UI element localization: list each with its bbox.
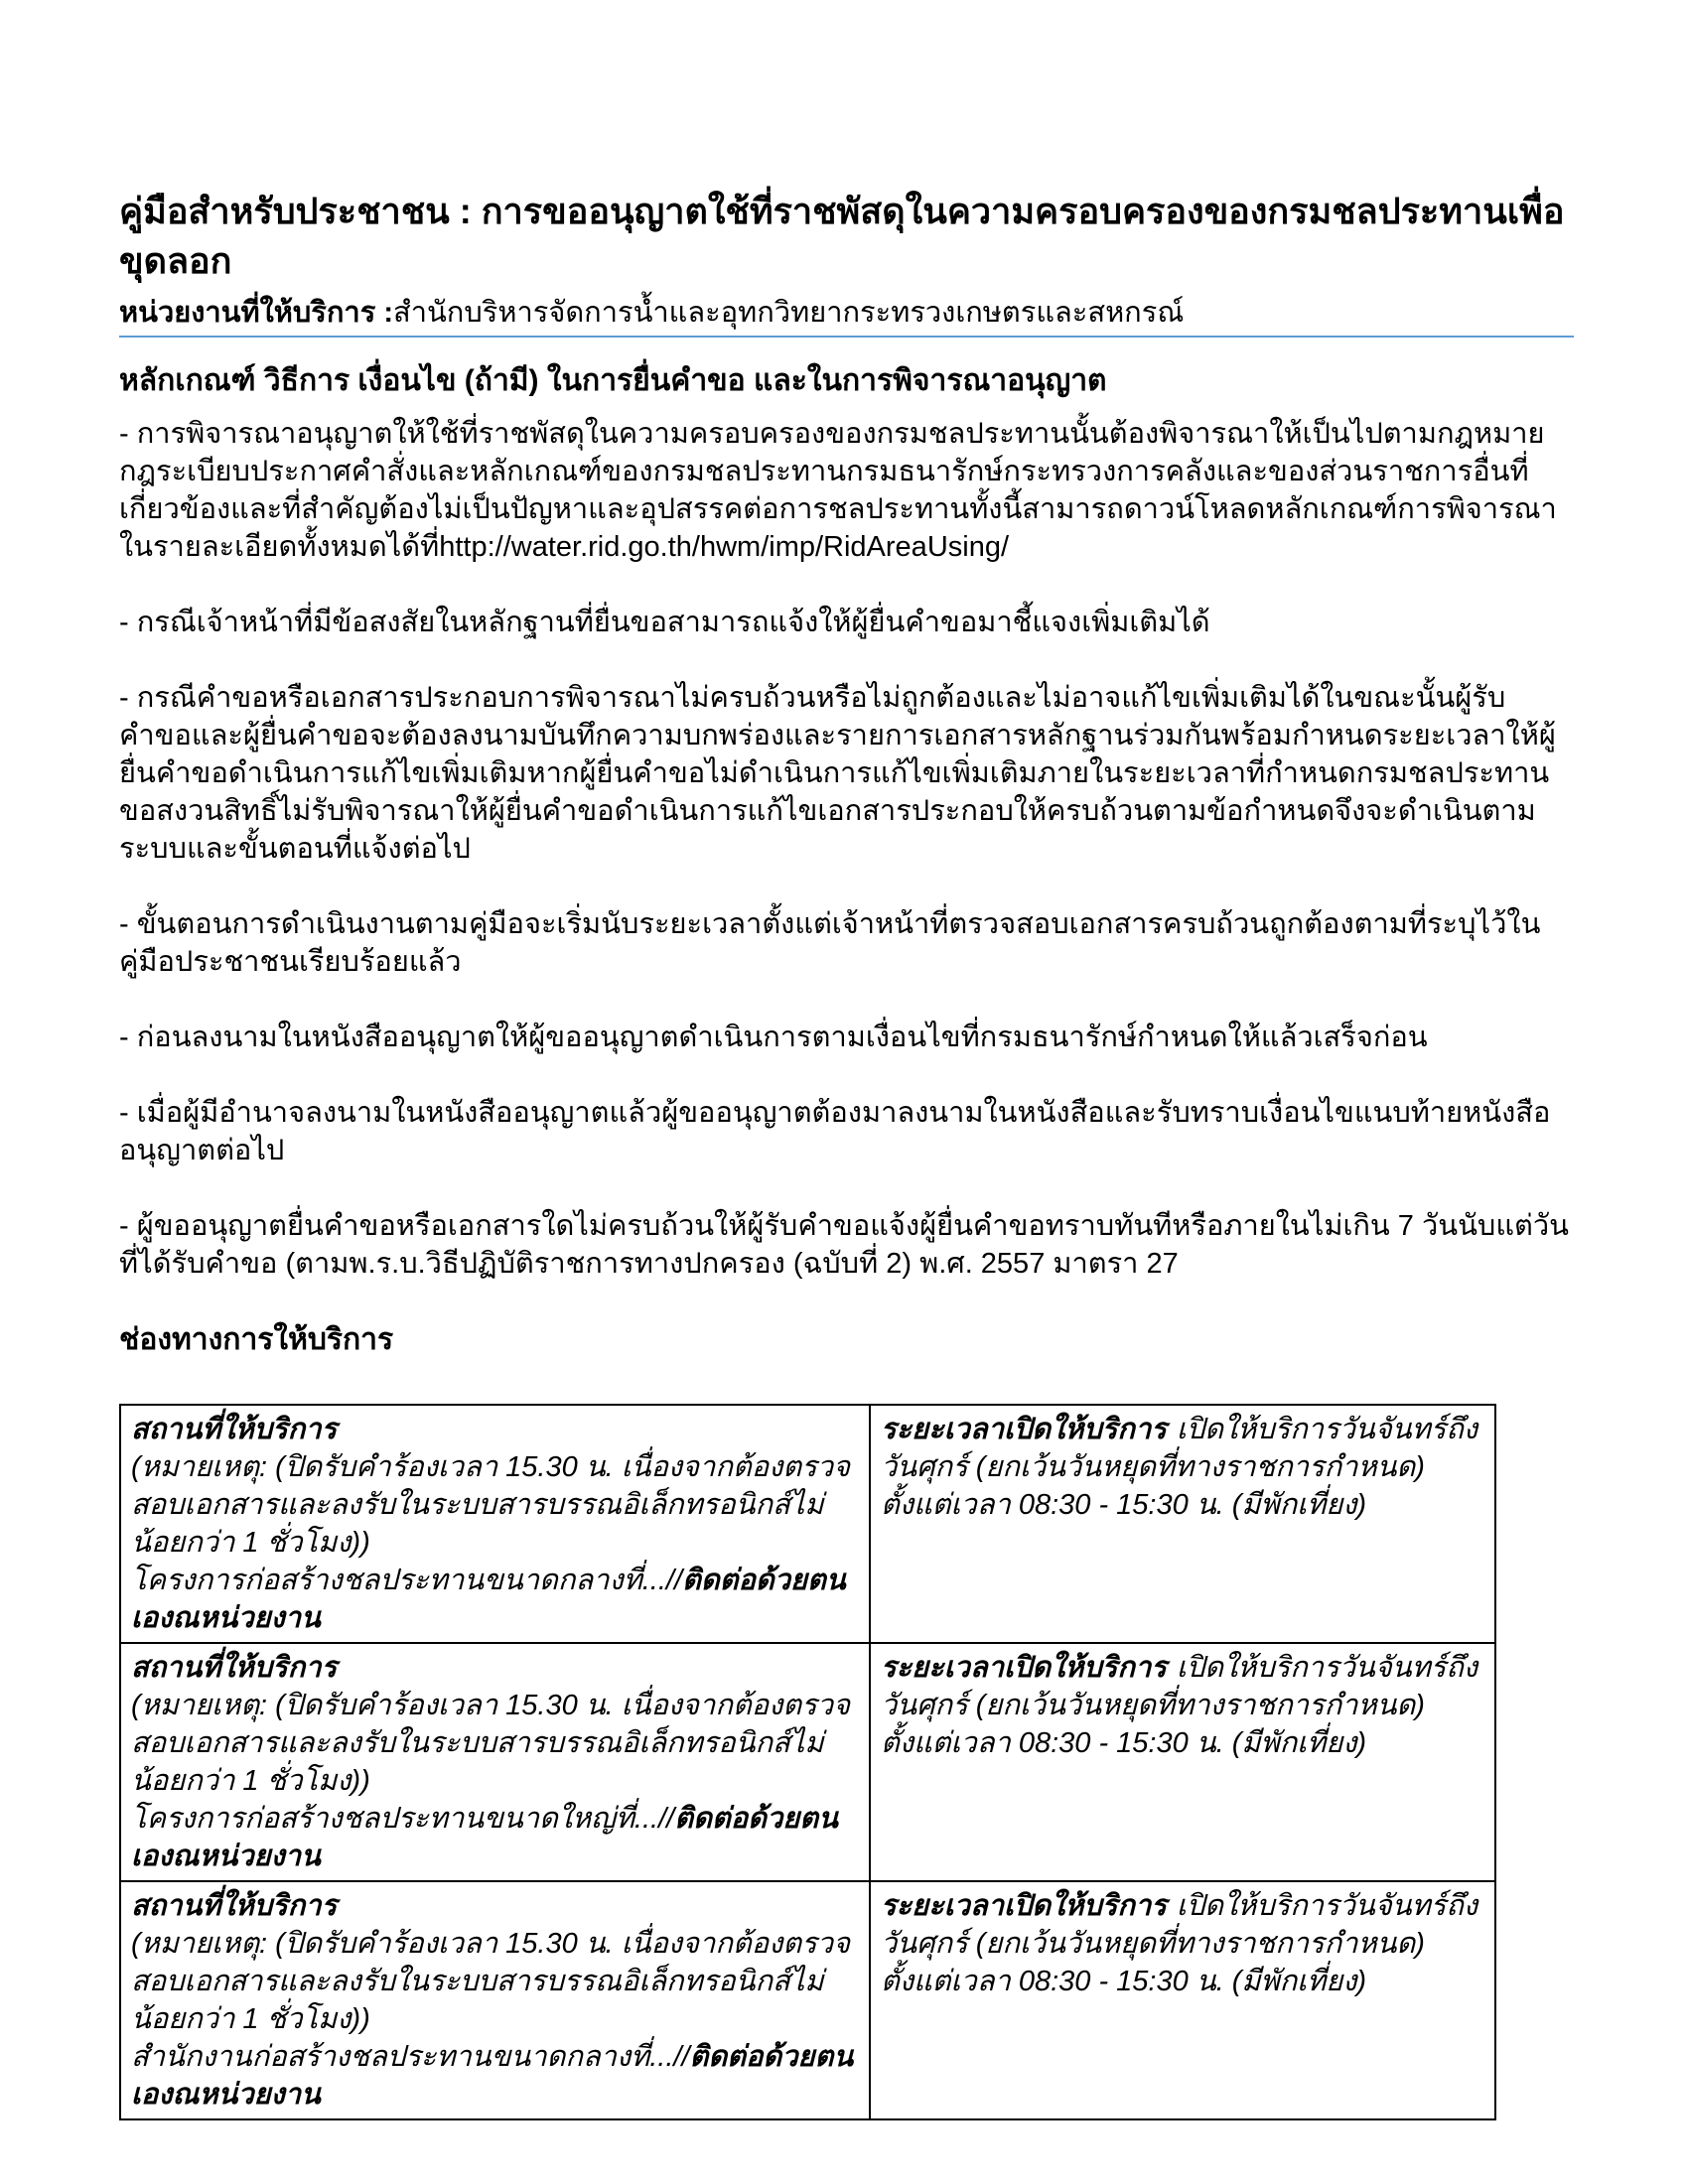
- criteria-paragraph: - เมื่อผู้มีอำนาจลงนามในหนังสืออนุญาตแล้วผู้ขออนุญาตต้องมาลงนามในหนังสือและรับทราบเงื่อนไขแนบท้ายหนังสืออนุญาตต่อไป: [119, 1097, 1551, 1166]
- location-contact: ติดต่อด้วยตนเองณหน่วยงาน: [131, 2041, 854, 2111]
- location-place: โครงการก่อสร้างชลประทานขนาดกลางที่...//: [131, 1565, 683, 1596]
- channels-heading: ช่องทางการให้บริการ: [119, 1323, 394, 1356]
- location-note: (หมายเหตุ: (ปิดรับคำร้องเวลา 15.30 น. เนื่องจากต้องตรวจสอบเอกสารและลงรับในระบบสารบรรณอิเล็กทรอนิกส์ไม่น้อยกว่า 1 ชั่วโมง)): [131, 1451, 850, 1559]
- location-place: สำนักงานก่อสร้างชลประทานขนาดกลางที่...//: [131, 2041, 690, 2073]
- location-detail: [131, 1800, 857, 1875]
- service-location-cell: [120, 1405, 870, 1643]
- location-note: (หมายเหตุ: (ปิดรับคำร้องเวลา 15.30 น. เนื่องจากต้องตรวจสอบเอกสารและลงรับในระบบสารบรรณอิเล็กทรอนิกส์ไม่น้อยกว่า 1 ชั่วโมง)): [131, 1928, 850, 2035]
- hours-label: ระยะเวลาเปิดให้บริการ: [881, 1890, 1167, 1922]
- service-hours-cell: [870, 1405, 1495, 1643]
- location-label: สถานที่ให้บริการ: [131, 1652, 338, 1684]
- hours-label: ระยะเวลาเปิดให้บริการ: [881, 1652, 1167, 1684]
- agency-line: [119, 294, 1574, 332]
- criteria-paragraph: - ผู้ขออนุญาตยื่นคำขอหรือเอกสารใดไม่ครบถ้วนให้ผู้รับคำขอแจ้งผู้ยื่นคำขอทราบทันทีหรือภายในไม่เกิน 7 วันนับแต่วันที่ได้รับคำขอ (ตามพ.ร.บ.วิธีปฏิบัติราชการทางปกครอง (ฉบับที่ 2) พ.ศ. 2557 มาตรา 27: [119, 1210, 1569, 1280]
- agency-label: หน่วยงานที่ให้บริการ :: [119, 297, 393, 329]
- location-detail: [131, 1562, 857, 1637]
- criteria-paragraph: - ก่อนลงนามในหนังสืออนุญาตให้ผู้ขออนุญาตดำเนินการตามเงื่อนไขที่กรมธนารักษ์กำหนดให้แล้วเสร็จก่อน: [119, 1022, 1428, 1053]
- service-hours-cell: [870, 1643, 1495, 1881]
- title-divider: [119, 336, 1574, 338]
- location-note: (หมายเหตุ: (ปิดรับคำร้องเวลา 15.30 น. เนื่องจากต้องตรวจสอบเอกสารและลงรับในระบบสารบรรณอิเล็กทรอนิกส์ไม่น้อยกว่า 1 ชั่วโมง)): [131, 1690, 850, 1797]
- table-row: [120, 1405, 1495, 1643]
- service-location-cell: [120, 1643, 870, 1881]
- criteria-paragraph: - ขั้นตอนการดำเนินงานตามคู่มือจะเริ่มนับระยะเวลาตั้งแต่เจ้าหน้าที่ตรวจสอบเอกสารครบถ้วนถูกต้องตามที่ระบุไว้ในคู่มือประชาชนเรียบร้อยแล้ว: [119, 908, 1541, 978]
- table-row: [120, 1881, 1495, 2119]
- hours-label: ระยะเวลาเปิดให้บริการ: [881, 1414, 1167, 1445]
- location-contact: ติดต่อด้วยตนเองณหน่วยงาน: [131, 1803, 838, 1872]
- service-location-cell: [120, 1881, 870, 2119]
- service-hours-cell: [870, 1881, 1495, 2119]
- page-title: คู่มือสำหรับประชาชน : การขออนุญาตใช้ที่ราชพัสดุในความครอบครองของกรมชลประทานเพื่อขุดลอก: [119, 191, 1565, 281]
- criteria-paragraph: - การพิจารณาอนุญาตให้ใช้ที่ราชพัสดุในความครอบครองของกรมชลประทานนั้นต้องพิจารณาให้เป็นไปตามกฎหมายกฎระเบียบประกาศคำสั่งและหลักเกณฑ์ของกรมชลประทานกรมธนารักษ์กระทรวงการคลังและของส่วนราชการอื่นที่เกี่ยวข้องและที่สำคัญต้องไม่เป็นปัญหาและอุปสรรคต่อการชลประทานทั้งนี้สามารถดาวน์โหลดหลักเกณฑ์การพิจารณาในรายละเอียดทั้งหมดได้ที่http://water.rid.go.th/hwm/imp/RidAreaUsing/: [119, 418, 1557, 563]
- hours-text: เปิดให้บริการวันจันทร์ถึงวันศุกร์ (ยกเว้นวันหยุดที่ทางราชการกำหนด) ตั้งแต่เวลา 08:30 - 15:30 น. (มีพักเที่ยง): [881, 1890, 1477, 1997]
- location-place: โครงการก่อสร้างชลประทานขนาดใหญ่ที่...//: [131, 1803, 675, 1835]
- table-row: [120, 1643, 1495, 1881]
- criteria-paragraph: - กรณีคำขอหรือเอกสารประกอบการพิจารณาไม่ครบถ้วนหรือไม่ถูกต้องและไม่อาจแก้ไขเพิ่มเติมได้ในขณะนั้นผู้รับคำขอและผู้ยื่นคำขอจะต้องลงนามบันทึกความบกพร่องและรายการเอกสารหลักฐานร่วมกันพร้อมกำหนดระยะเวลาให้ผู้ยื่นคำขอดำเนินการแก้ไขเพิ่มเติมหากผู้ยื่นคำขอไม่ดำเนินการแก้ไขเพิ่มเติมภายในระยะเวลาที่กำหนดกรมชลประทานขอสงวนสิทธิ์ไม่รับพิจารณาให้ผู้ยื่นคำขอดำเนินการแก้ไขเอกสารประกอบให้ครบถ้วนตามข้อกำหนดจึงจะดำเนินตามระบบและขั้นตอนที่แจ้งต่อไป: [119, 682, 1556, 865]
- hours-text: เปิดให้บริการวันจันทร์ถึงวันศุกร์ (ยกเว้นวันหยุดที่ทางราชการกำหนด) ตั้งแต่เวลา 08:30 - 15:30 น. (มีพักเที่ยง): [881, 1414, 1477, 1521]
- location-label: สถานที่ให้บริการ: [131, 1890, 338, 1922]
- location-label: สถานที่ให้บริการ: [131, 1414, 338, 1445]
- hours-text: เปิดให้บริการวันจันทร์ถึงวันศุกร์ (ยกเว้นวันหยุดที่ทางราชการกำหนด) ตั้งแต่เวลา 08:30 - 15:30 น. (มีพักเที่ยง): [881, 1652, 1477, 1759]
- service-channels-table: [119, 1404, 1496, 2120]
- criteria-heading: หลักเกณฑ์ วิธีการ เงื่อนไข (ถ้ามี) ในการยื่นคำขอ และในการพิจารณาอนุญาต: [119, 364, 1107, 397]
- agency-value: สำนักบริหารจัดการน้ำและอุทกวิทยากระทรวงเกษตรและสหกรณ์: [393, 297, 1185, 329]
- criteria-paragraph: - กรณีเจ้าหน้าที่มีข้อสงสัยในหลักฐานที่ยื่นขอสามารถแจ้งให้ผู้ยื่นคำขอมาชี้แจงเพิ่มเติมได้: [119, 607, 1210, 638]
- location-contact: ติดต่อด้วยตนเองณหน่วยงาน: [131, 1565, 846, 1634]
- location-detail: [131, 2038, 857, 2114]
